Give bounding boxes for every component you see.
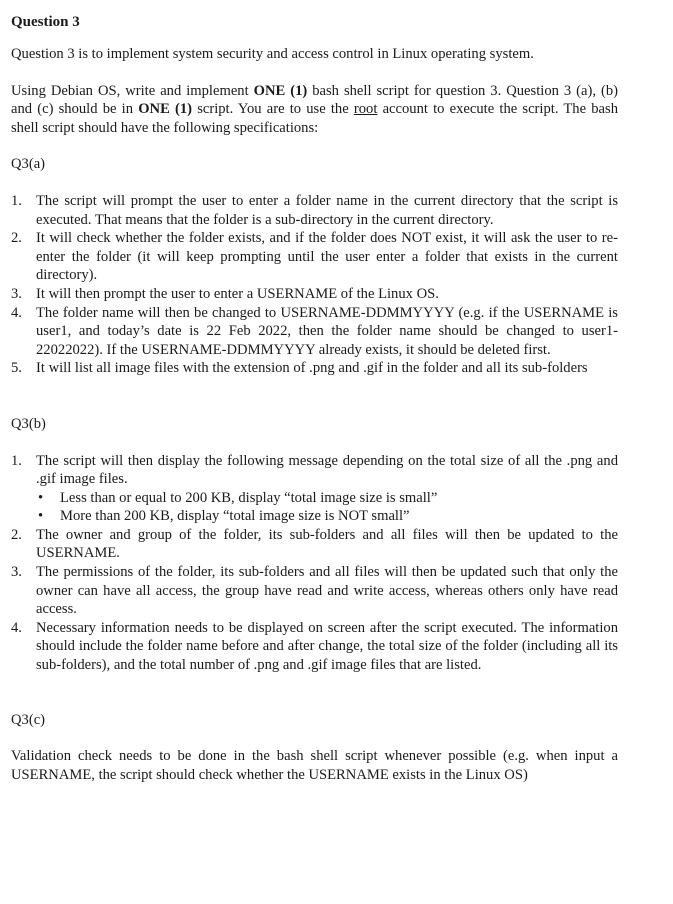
item-number: 4. [11, 304, 22, 321]
item-number: 4. [11, 619, 22, 636]
item-text: It will check whether the folder exists, and if the folder does NOT exist, it will ask the user to re-enter the folder (it will keep prompting until the user enter a folder that exists in the current directory). [36, 230, 618, 284]
item-text: The script will prompt the user to enter a folder name in the current directory that the script is executed. That means that the folder is a sub-directory in the current directory. [36, 192, 618, 228]
item-text: It will list all image files with the extension of .png and .gif in the folder and all its sub-folders [36, 360, 588, 377]
list-item [11, 304, 618, 360]
list-item [11, 563, 618, 619]
bullet-icon: • [38, 489, 44, 506]
list-item [11, 359, 618, 378]
q3c-label: Q3(c) [11, 711, 46, 728]
item-text: It will then prompt the user to enter a USERNAME of the Linux OS. [36, 285, 439, 302]
list-item [11, 229, 618, 285]
q3b-list [11, 452, 618, 675]
list-item [11, 285, 618, 304]
instructions-paragraph [11, 82, 618, 138]
q3b-label: Q3(b) [11, 415, 46, 432]
item-number: 1. [11, 452, 22, 469]
item-text: The owner and group of the folder, its sub-folders and all files will then be updated to the USERNAME. [36, 526, 618, 562]
list-item [11, 192, 618, 229]
bullet-list [36, 489, 618, 526]
bullet-text: Less than or equal to 200 KB, display “total image size is small” [60, 489, 438, 506]
item-text: Necessary information needs to be displayed on screen after the script executed. The information should include the folder name before and after change, the total size of the folder (including all its sub-folders), and the total number of .png and .gif image files that are listed. [36, 619, 618, 674]
list-item [11, 526, 618, 563]
item-number: 5. [11, 360, 22, 377]
item-text: The folder name will then be changed to USERNAME-DDMMYYYY (e.g. if the USERNAME is user1, and today’s date is 22 Feb 2022, then the folder name should be changed to user1-22022022). If the USERNAME-DDMMYYYY already exists, it should be deleted first. [36, 304, 618, 358]
document-page [11, 12, 618, 784]
instructions-text-4: account to execute the script. The bash shell script should have the following specifications: [11, 101, 618, 136]
item-number: 2. [11, 230, 22, 247]
bullet-item [36, 507, 618, 526]
one-emphasis-2: ONE (1) [138, 101, 193, 118]
item-number: 2. [11, 526, 22, 543]
q3a-label: Q3(a) [11, 156, 46, 173]
one-emphasis-1: ONE (1) [253, 82, 308, 99]
bullet-icon: • [38, 508, 44, 525]
section-spacer [11, 378, 618, 415]
root-underlined: root [353, 101, 378, 118]
section-spacer [11, 675, 618, 711]
list-item [11, 452, 618, 526]
q3c-paragraph: Validation check needs to be done in the bash shell script whenever possible (e.g. when input a USERNAME, the script should check whether the USERNAME exists in the Linux OS) [11, 748, 618, 783]
item-number: 3. [11, 564, 22, 581]
instructions-text-1: Using Debian OS, write and implement [11, 82, 254, 99]
instructions-text-3: script. You are to use the [192, 101, 354, 118]
item-number: 3. [11, 285, 22, 302]
bullet-text: More than 200 KB, display “total image size is NOT small” [60, 508, 410, 525]
instructions-text-2: bash shell script for question 3. Question 3 (a), (b) and (c) should be in [11, 82, 618, 118]
list-item [11, 619, 618, 675]
bullet-item [36, 489, 618, 508]
item-number: 1. [11, 192, 22, 209]
question-title: Question 3 [11, 14, 80, 30]
item-text: The script will then display the following message depending on the total size of all the .png and .gif image files. [36, 452, 618, 488]
intro-paragraph: Question 3 is to implement system security and access control in Linux operating system. [11, 46, 534, 62]
q3a-list [11, 192, 618, 378]
item-text: The permissions of the folder, its sub-folders and all files will then be updated such that only the owner can have all access, the group have read and write access, whereas others only have read access. [36, 564, 618, 618]
